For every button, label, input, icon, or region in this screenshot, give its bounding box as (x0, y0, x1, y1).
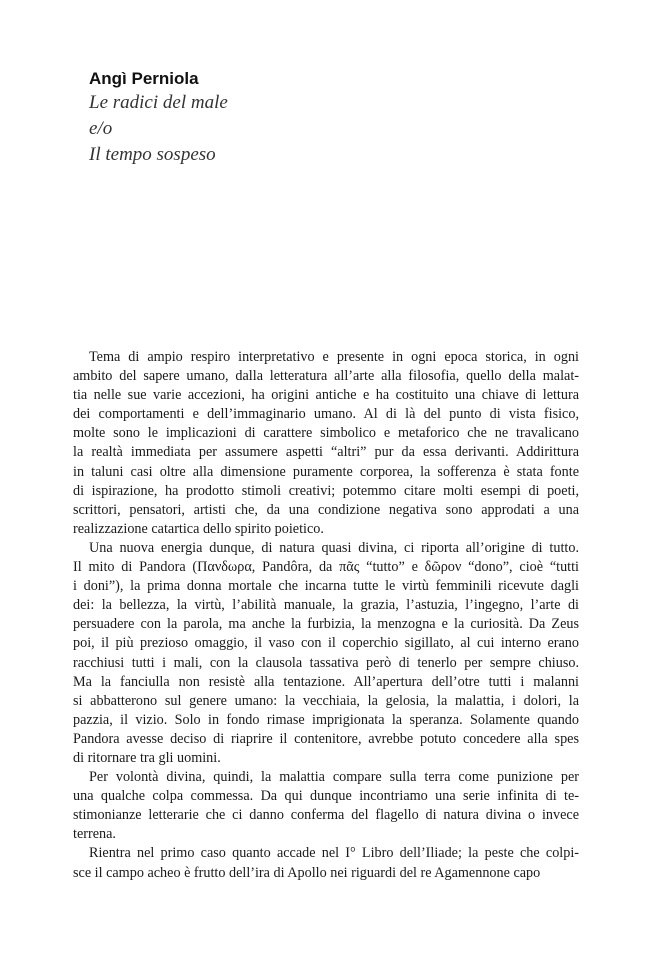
text-line: terrena. (73, 826, 116, 843)
text-line: Il mito di Pandora (Πανδωρα, Pandôra, da πᾶς “tutto” e δῶρον “dono”, cioè “tutti (73, 559, 579, 576)
text-line: molte sono le implicazioni di carattere simbolico e metaforico che ne travalicano (73, 425, 579, 442)
text-line: una qualche colpa commessa. Da qui dunque incontriamo una serie infinita di te- (73, 788, 579, 805)
text-line: Una nuova energia dunque, di natura quasi divina, ci riporta all’origine di tutto. (89, 539, 579, 556)
title-line-3: Il tempo sospeso (89, 144, 216, 165)
body-text (73, 348, 579, 883)
text-line: ambito del sapere umano, dalla letteratura all’arte alla filosofia, quello della malat- (73, 368, 579, 385)
text-line: stimonianze letterarie che ci danno conferma del flagello di natura divina o invece (73, 807, 579, 824)
text-line: Rientra nel primo caso quanto accade nel I° Libro dell’Iliade; la peste che colpi- (89, 845, 579, 862)
paragraph (73, 539, 579, 768)
paragraph (73, 348, 579, 539)
title-line-2: e/o (89, 118, 113, 139)
text-line: si abbatterono sul genere umano: la vecchiaia, la gelosia, la malattia, i dolori, la (73, 692, 579, 709)
text-line: di ritornare tra gli uomini. (73, 749, 221, 766)
text-line: pazzia, il vizio. Solo in fondo rimase imprigionata la speranza. Solamente quando (73, 711, 579, 728)
text-line: poi, il più prezioso omaggio, il vaso con il coperchio sigillato, al cui interno erano (73, 635, 579, 652)
text-line: tia nelle sue varie accezioni, ha origini antiche e ha costituito una chiave di lettura (73, 387, 579, 404)
text-line: dei comportamenti e dell’immaginario umano. Al di là del punto di vista fisico, (73, 406, 579, 423)
text-line: di ispirazione, ha prodotto stimoli creativi; potemmo citare molti esempi di poeti, (73, 482, 579, 499)
text-line: persuadere con la parola, ma anche la furbizia, la menzogna e la curiosità. Da Zeus (73, 616, 579, 633)
text-line: scrittori, pensatori, artisti che, da una condizione negativa sono approdati a una (73, 501, 579, 518)
text-line: Pandora avesse deciso di riaprire il contenitore, avrebbe potuto concedere alla spes (73, 730, 579, 747)
paragraph (73, 844, 579, 882)
chapter-header (89, 68, 228, 168)
text-line: Tema di ampio respiro interpretativo e presente in ogni epoca storica, in ogni (89, 349, 579, 365)
author-name: Angì Perniola (89, 69, 199, 88)
paragraph (73, 768, 579, 844)
text-line: in taluni casi oltre alla dimensione puramente corporea, la sofferenza è stata fonte (73, 463, 579, 480)
text-line: Per volontà divina, quindi, la malattia compare sulla terra come punizione per (89, 769, 579, 786)
text-line: racchiusi tutti i mali, con la clausola tassativa però di tenerlo per sempre chiuso. (73, 654, 579, 671)
text-line: Ma la fanciulla non resistè alla tentazione. All’apertura dell’otre tutti i malanni (73, 673, 579, 690)
title-line-1: Le radici del male (89, 92, 228, 113)
text-line: dei: la bellezza, la virtù, l’abilità manuale, la grazia, l’astuzia, l’ingegno, l’arte di (73, 597, 579, 614)
text-line: i doni”), la prima donna mortale che incarna tutte le virtù femminili ricevute dagli (73, 578, 579, 595)
text-line: la realtà immediata per assumere aspetti “altri” pur da essa derivanti. Addirittura (73, 444, 579, 461)
text-line: sce il campo acheo è frutto dell’ira di Apollo nei riguardi del re Agamennone capo (73, 864, 541, 881)
text-line: realizzazione catartica dello spirito poietico. (73, 520, 324, 537)
